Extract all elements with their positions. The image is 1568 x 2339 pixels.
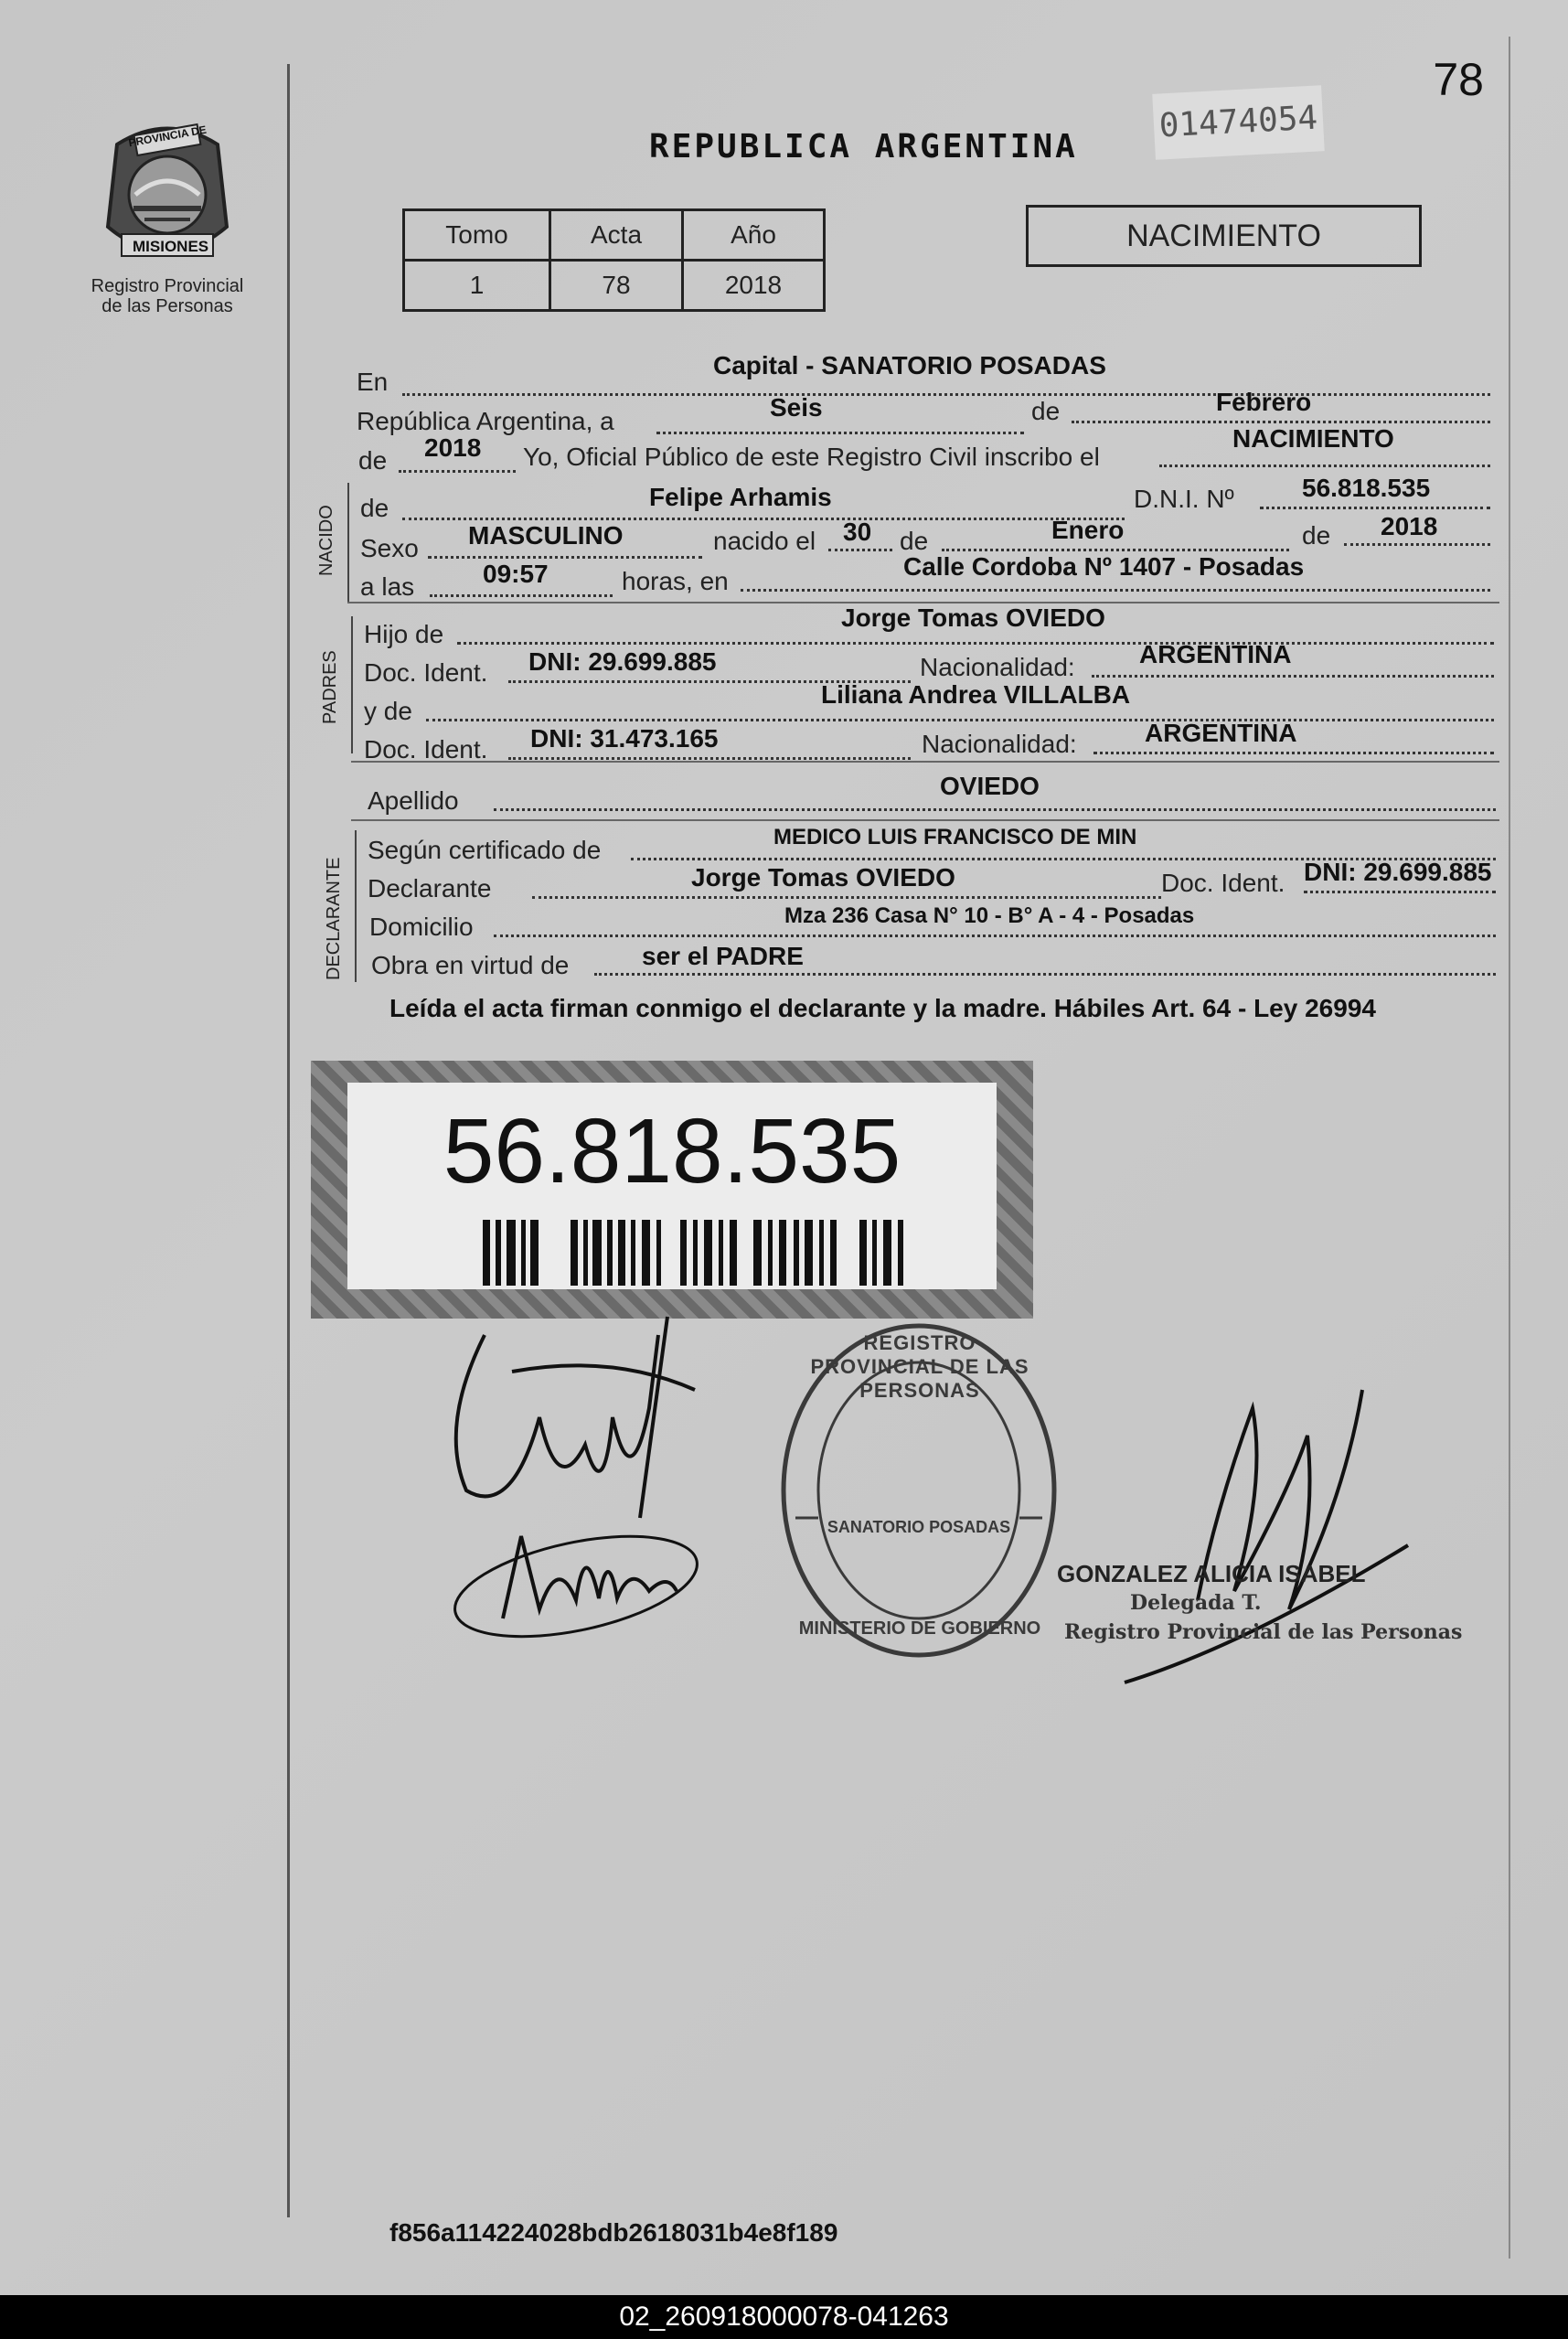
separator-3 bbox=[351, 819, 1499, 821]
dotline-tipo bbox=[1159, 465, 1490, 467]
label-segun-cert: Según certificado de bbox=[368, 836, 602, 864]
registry-caption bbox=[71, 276, 263, 316]
label-republica: República Argentina, a bbox=[357, 407, 614, 435]
label-sexo: Sexo bbox=[360, 534, 419, 562]
header-tomo: Tomo bbox=[404, 210, 550, 261]
dotline-domicilio bbox=[494, 935, 1496, 937]
value-anio: 2018 bbox=[683, 261, 825, 311]
label-de-anio: de bbox=[358, 446, 388, 475]
value-nombre: Felipe Arhamis bbox=[649, 483, 832, 511]
header-acta: Acta bbox=[550, 210, 683, 261]
record-type-box: NACIMIENTO bbox=[1026, 205, 1422, 267]
dotline-nac-anio bbox=[1344, 543, 1490, 546]
dotline-madre-doc bbox=[508, 757, 911, 760]
dotline-hora bbox=[430, 594, 613, 597]
dotline-padre-nac bbox=[1092, 675, 1494, 678]
value-dia: Seis bbox=[770, 393, 823, 422]
official-role: Delegada T. bbox=[1130, 1591, 1262, 1615]
label-de-nombre: de bbox=[360, 494, 389, 522]
label-y-de: y de bbox=[364, 697, 412, 725]
dotline-dni bbox=[1260, 507, 1490, 509]
dotline-mes bbox=[1072, 421, 1490, 423]
value-nac-mes: Enero bbox=[1051, 516, 1125, 544]
closing-statement: Leída el acta firman conmigo el declarante y la madre. Hábiles Art. 64 - Ley 26994 bbox=[389, 994, 1376, 1022]
value-madre-doc: DNI: 31.473.165 bbox=[530, 724, 719, 753]
right-edge-line bbox=[1509, 37, 1510, 2259]
label-obra-virtud: Obra en virtud de bbox=[371, 951, 570, 979]
label-de-mes: de bbox=[1031, 397, 1061, 425]
value-domicilio: Mza 236 Casa N° 10 - B° A - 4 - Posadas bbox=[784, 903, 1195, 928]
stamp-inner-text: SANATORIO POSADAS bbox=[827, 1518, 1011, 1536]
dotline-madre-nac bbox=[1093, 752, 1494, 754]
dotline-virtud bbox=[594, 973, 1496, 976]
value-acta: 78 bbox=[550, 261, 683, 311]
label-nac-padre: Nacionalidad: bbox=[920, 653, 1075, 681]
label-en: En bbox=[357, 368, 389, 396]
padres-group-line bbox=[351, 616, 353, 753]
value-nac-anio: 2018 bbox=[1381, 512, 1438, 540]
stamp-bottom-text: MINISTERIO DE GOBIERNO bbox=[798, 1618, 1041, 1639]
registry-caption-line-1: Registro Provincial bbox=[91, 276, 244, 296]
dni-sticker-number: 56.818.535 bbox=[443, 1100, 901, 1202]
dotline-en bbox=[402, 393, 1490, 396]
registry-caption-line-2: de las Personas bbox=[101, 296, 233, 316]
dotline-nombre bbox=[402, 518, 1125, 520]
document-hash: f856a114224028bdb2618031b4e8f189 bbox=[389, 2218, 838, 2247]
signature-declarante-icon bbox=[430, 1280, 704, 1527]
value-lugar: Capital - SANATORIO POSADAS bbox=[713, 351, 1106, 379]
label-doc-padre: Doc. Ident. bbox=[364, 658, 488, 687]
value-hora: 09:57 bbox=[483, 560, 549, 588]
value-padre-doc: DNI: 29.699.885 bbox=[528, 647, 717, 676]
value-padre-nac: ARGENTINA bbox=[1139, 640, 1292, 668]
dotline-padre bbox=[457, 642, 1494, 645]
dotline-madre bbox=[426, 719, 1494, 721]
header-anio: Año bbox=[683, 210, 825, 261]
value-dni: 56.818.535 bbox=[1302, 474, 1431, 502]
label-doc-declarante: Doc. Ident. bbox=[1161, 869, 1285, 897]
logo-text-bottom: MISIONES bbox=[133, 238, 209, 255]
logo-text-top: PROVINCIA DE bbox=[127, 123, 208, 150]
side-label-nacido: NACIDO bbox=[316, 505, 336, 576]
dotline-apellido bbox=[494, 808, 1496, 811]
label-declarante: Declarante bbox=[368, 874, 492, 902]
official-registry: Registro Provincial de las Personas bbox=[1064, 1620, 1463, 1644]
value-nac-dia: 30 bbox=[843, 518, 872, 546]
value-padre: Jorge Tomas OVIEDO bbox=[841, 603, 1105, 632]
value-declarante-doc: DNI: 29.699.885 bbox=[1304, 858, 1492, 886]
value-madre-nac: ARGENTINA bbox=[1145, 719, 1297, 747]
dotline-dia bbox=[656, 432, 1024, 434]
label-a-las: a las bbox=[360, 572, 415, 601]
footer-id-bar: 02_260918000078-041263 bbox=[0, 2295, 1568, 2339]
dotline-lugar-nac bbox=[741, 589, 1490, 592]
page-number: 78 bbox=[1433, 54, 1484, 105]
label-yo-oficial: Yo, Oficial Público de este Registro Civil inscribo el bbox=[523, 443, 1100, 471]
official-name: GONZALEZ ALICIA ISABEL bbox=[1057, 1560, 1366, 1587]
nacido-group-line bbox=[347, 483, 349, 602]
side-label-padres: PADRES bbox=[320, 650, 340, 724]
label-nac-madre: Nacionalidad: bbox=[922, 730, 1077, 758]
value-lugar-nac: Calle Cordoba Nº 1407 - Posadas bbox=[903, 552, 1305, 581]
dotline-sexo bbox=[428, 556, 702, 559]
dotline-declarante-doc bbox=[1304, 891, 1496, 893]
label-apellido: Apellido bbox=[368, 786, 459, 815]
stamp-outer-text: REGISTRO PROVINCIAL DE LAS PERSONAS bbox=[810, 1331, 1029, 1402]
value-sexo: MASCULINO bbox=[468, 521, 624, 550]
dotline-nac-dia bbox=[828, 549, 892, 551]
margin-line bbox=[287, 64, 290, 2217]
dni-sticker-inner bbox=[347, 1083, 997, 1289]
value-mes: Febrero bbox=[1216, 388, 1312, 416]
value-tomo: 1 bbox=[404, 261, 550, 311]
value-certificado: MEDICO LUIS FRANCISCO DE MIN bbox=[773, 825, 1137, 849]
value-madre: Liliana Andrea VILLALBA bbox=[821, 680, 1131, 709]
dotline-anio bbox=[399, 470, 516, 473]
signature-official-icon bbox=[1106, 1381, 1426, 1701]
side-label-declarante: DECLARANTE bbox=[324, 857, 344, 980]
label-horas-en: horas, en bbox=[622, 567, 729, 595]
label-domicilio: Domicilio bbox=[369, 913, 474, 941]
value-virtud: ser el PADRE bbox=[642, 942, 804, 970]
value-anio: 2018 bbox=[424, 433, 482, 462]
dotline-declarante bbox=[532, 896, 1161, 899]
separator-2 bbox=[351, 761, 1499, 763]
record-table bbox=[402, 208, 826, 312]
value-declarante: Jorge Tomas OVIEDO bbox=[691, 863, 955, 892]
label-dni: D.N.I. Nº bbox=[1134, 485, 1234, 513]
dotline-nac-mes bbox=[942, 549, 1289, 551]
label-doc-madre: Doc. Ident. bbox=[364, 735, 488, 764]
value-apellido: OVIEDO bbox=[940, 772, 1040, 800]
value-tipo: NACIMIENTO bbox=[1232, 424, 1394, 453]
document-title: REPUBLICA ARGENTINA bbox=[649, 128, 1078, 166]
label-de-nac-anio: de bbox=[1302, 521, 1331, 550]
barcode-icon bbox=[483, 1220, 912, 1286]
label-de-nac-mes: de bbox=[900, 527, 929, 555]
declarante-group-line bbox=[355, 830, 357, 982]
label-nacido-el: nacido el bbox=[713, 527, 816, 555]
label-hijo-de: Hijo de bbox=[364, 620, 444, 648]
serial-number: 01474054 bbox=[1152, 85, 1325, 160]
signature-madre-icon bbox=[448, 1500, 713, 1646]
